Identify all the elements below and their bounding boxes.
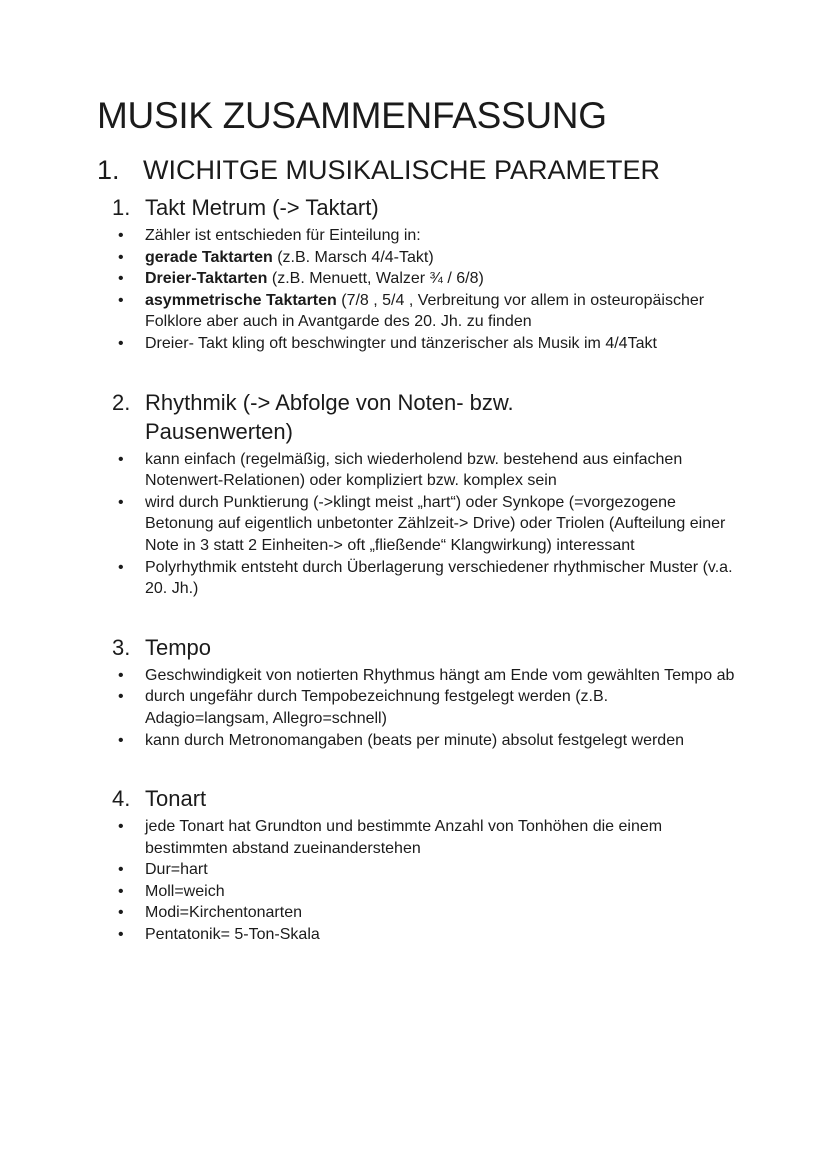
bullet-bold-text: gerade Taktarten [145, 248, 273, 266]
section-title [112, 633, 738, 662]
list-item [145, 730, 735, 752]
section-number: 4. [112, 786, 131, 812]
bullet-bold-text: Dreier-Taktarten [145, 270, 268, 288]
list-item [145, 492, 735, 557]
bullet-text: kann durch Metronomangaben (beats per minute) absolut festgelegt werden [145, 731, 684, 749]
main-heading-text: WICHITGE MUSIKALISCHE PARAMETER [143, 155, 661, 185]
bullet-text: (7/8 , 5/4 , Verbreitung vor allem in osteuropäischer Folklore aber auch in Avantgarde des 20. Jh. zu finden [145, 291, 705, 331]
section-number: 1. [112, 195, 131, 220]
list-item [145, 881, 735, 903]
section-title-text: Tonart [145, 786, 207, 812]
bullet-list [97, 449, 738, 600]
section-number: 3. [112, 634, 131, 660]
list-item [145, 449, 735, 492]
list-item [145, 902, 735, 924]
bullet-text: Pentatonik= 5-Ton-Skala [145, 926, 320, 944]
list-item [145, 290, 735, 333]
section-tempo [97, 633, 738, 751]
bullet-list [97, 816, 738, 946]
list-item [145, 924, 735, 946]
list-item [145, 333, 735, 355]
bullet-list [97, 225, 738, 355]
main-heading [97, 156, 738, 184]
bullet-text: Polyrhythmik entsteht durch Überlagerung verschiedener rhythmischer Muster (v.a. 20. Jh.) [145, 558, 733, 598]
bullet-text: wird durch Punktierung (->klingt meist „hart“) oder Synkope (=vorgezogene Betonung auf eigentlich unbetonter Zählzeit-> Drive) oder Triolen (Aufteilung einer Note in 3 statt 2 Einheiten-> oft „fließende“ Klangwirkung) interessant [145, 493, 726, 554]
bullet-text: (z.B. Marsch 4/4-Takt) [272, 248, 434, 266]
bullet-list [97, 665, 738, 751]
section-title [112, 193, 738, 222]
bullet-text: durch ungefähr durch Tempobezeichnung festgelegt werden (z.B. Adagio=langsam, Allegro=schnell) [145, 688, 609, 727]
list-item [145, 225, 735, 247]
bullet-text: jede Tonart hat Grundton und bestimmte Anzahl von Tonhöhen die einem bestimmten abstand zueinanderstehen [145, 818, 663, 857]
bullet-text: kann einfach (regelmäßig, sich wiederholend bzw. bestehend aus einfachen Notenwert-Relationen) oder kompliziert bzw. komplex sein [145, 450, 683, 490]
list-item [145, 247, 735, 269]
bullet-text: Zähler ist entschieden für Einteilung in: [145, 227, 421, 244]
section-tonart [97, 784, 738, 946]
bullet-text: Moll=weich [145, 882, 225, 900]
document-title: MUSIK ZUSAMMENFASSUNG [97, 95, 607, 136]
list-item [145, 686, 735, 729]
section-takt-metrum [97, 193, 738, 355]
section-title [112, 784, 738, 813]
bullet-text: Geschwindigkeit von notierten Rhythmus hängt am Ende vom gewählten Tempo ab [145, 666, 735, 684]
list-item [145, 557, 735, 600]
list-item [145, 268, 735, 290]
bullet-text: (z.B. Menuett, Walzer ¾ / 6/8) [267, 270, 484, 288]
bullet-text: Dur=hart [145, 861, 208, 879]
section-number: 2. [112, 389, 131, 415]
section-title-text: Rhythmik (-> Abfolge von Noten- bzw. Pausenwerten) [145, 389, 514, 444]
section-rhythmik [97, 388, 738, 600]
bullet-text: Dreier- Takt kling oft beschwingter und tänzerischer als Musik im 4/4Takt [145, 334, 657, 352]
list-item [145, 816, 735, 859]
section-title-text: Takt Metrum (-> Taktart) [145, 195, 379, 220]
section-title-text: Tempo [145, 634, 212, 660]
section-title [112, 388, 738, 446]
list-item [145, 859, 735, 881]
main-heading-number: 1. [97, 155, 120, 185]
bullet-bold-text: asymmetrische Taktarten [145, 291, 337, 309]
bullet-text: Modi=Kirchentonarten [145, 904, 302, 922]
list-item [145, 665, 735, 687]
